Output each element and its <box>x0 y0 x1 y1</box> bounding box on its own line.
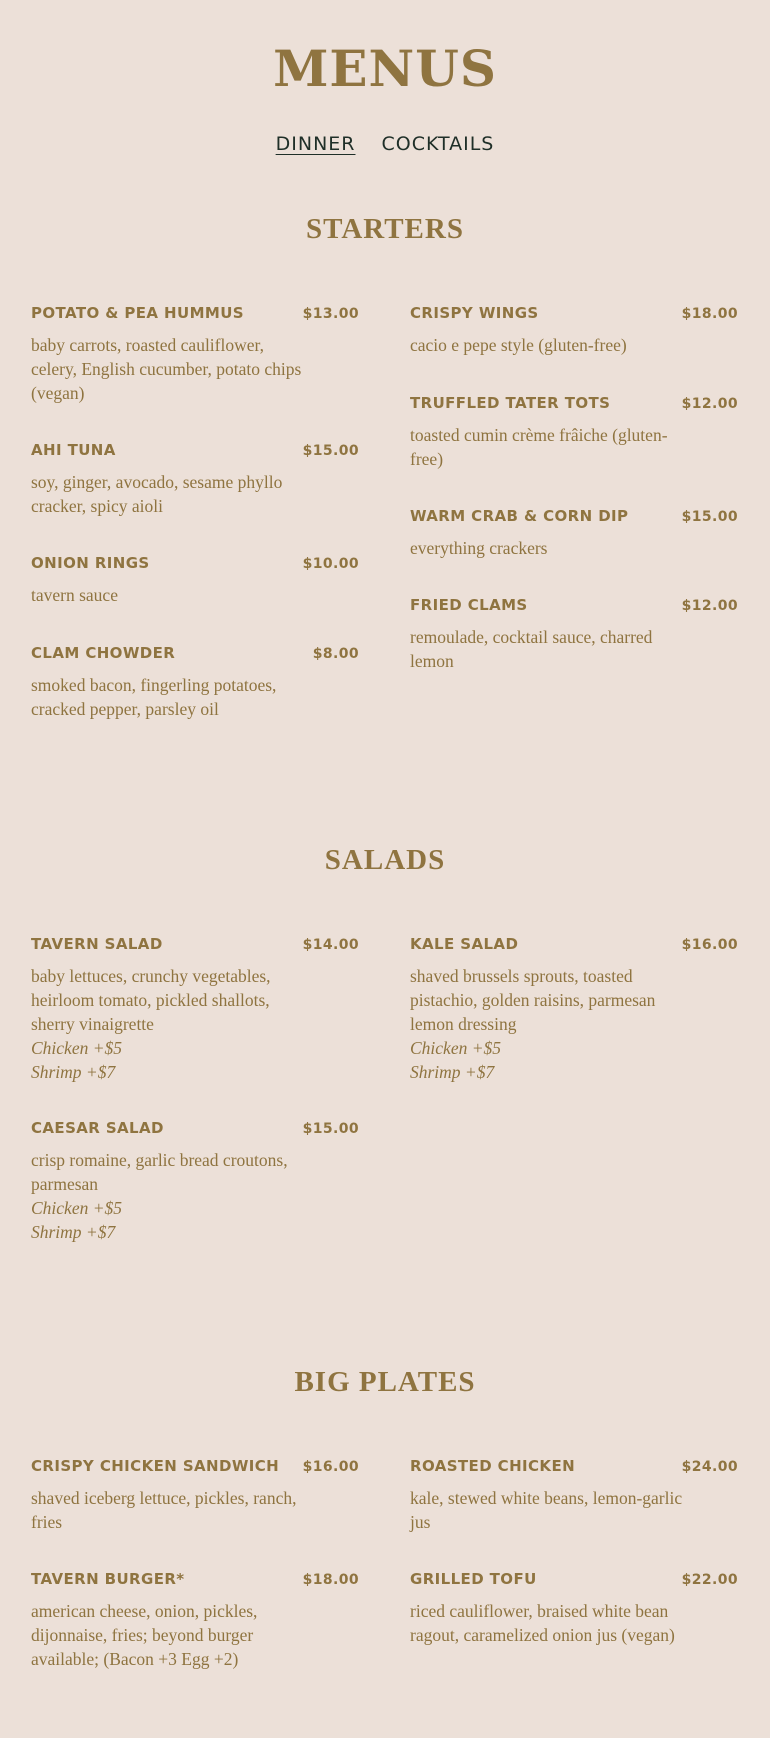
item-description: remoulade, cocktail sauce, charred lemon <box>410 627 653 671</box>
item-name: ONION RINGS <box>31 554 150 572</box>
item-name: ROASTED CHICKEN <box>410 1457 576 1475</box>
menu-item <box>410 933 738 1084</box>
item-description: shaved brussels sprouts, toasted pistachio, golden raisins, parmesan lemon dressing <box>410 966 656 1034</box>
page-title: MENUS <box>273 39 497 98</box>
item-addon: Shrimp +$7 <box>31 1062 116 1082</box>
section-title-big-plates: BIG PLATES <box>294 1366 476 1398</box>
item-addon: Chicken +$5 <box>410 1038 502 1058</box>
item-name: TRUFFLED TATER TOTS <box>410 394 611 412</box>
tab-cocktails[interactable]: COCKTAILS <box>381 133 495 155</box>
menu-item <box>410 505 738 560</box>
item-price: $18.00 <box>302 1572 359 1588</box>
item-price: $12.00 <box>681 396 738 412</box>
menu-item <box>31 302 359 405</box>
menu-item <box>31 1568 359 1671</box>
item-description: soy, ginger, avocado, sesame phyllo cracker, spicy aioli <box>31 472 283 516</box>
section-title-salads: SALADS <box>324 844 446 876</box>
item-name: CLAM CHOWDER <box>31 644 176 662</box>
menu-item <box>31 642 359 721</box>
item-description: kale, stewed white beans, lemon-garlic jus <box>410 1488 683 1532</box>
item-description: shaved iceberg lettuce, pickles, ranch, fries <box>31 1488 297 1532</box>
item-price: $12.00 <box>681 598 738 614</box>
item-name: AHI TUNA <box>31 441 116 459</box>
menu-item <box>31 933 359 1084</box>
item-description: tavern sauce <box>31 585 118 605</box>
menu-item <box>31 1117 359 1244</box>
item-price: $22.00 <box>681 1572 738 1588</box>
item-price: $8.00 <box>312 646 359 662</box>
item-description: cacio e pepe style (gluten-free) <box>410 335 627 355</box>
item-name: KALE SALAD <box>410 935 519 953</box>
item-name: CRISPY WINGS <box>410 304 539 322</box>
item-price: $16.00 <box>681 937 738 953</box>
item-name: FRIED CLAMS <box>410 596 528 614</box>
item-description: crisp romaine, garlic bread croutons, parmesan <box>31 1150 288 1194</box>
section-title-starters: STARTERS <box>306 213 464 245</box>
item-price: $18.00 <box>681 306 738 322</box>
menu-item <box>410 594 738 673</box>
item-description: baby lettuces, crunchy vegetables, heirloom tomato, pickled shallots, sherry vinaigrette <box>31 966 271 1034</box>
menu-item <box>410 1568 738 1647</box>
item-description: american cheese, onion, pickles, dijonnaise, fries; beyond burger available; (Bacon +3 Egg +2) <box>31 1601 258 1669</box>
item-description: riced cauliflower, braised white bean ragout, caramelized onion jus (vegan) <box>410 1601 675 1645</box>
item-name: CAESAR SALAD <box>31 1119 164 1137</box>
menu-item <box>410 1455 738 1534</box>
menu-item <box>410 302 738 357</box>
item-addon: Shrimp +$7 <box>410 1062 495 1082</box>
item-description: toasted cumin crème frâiche (gluten-free) <box>410 425 668 469</box>
item-description: everything crackers <box>410 538 548 558</box>
item-price: $14.00 <box>302 937 359 953</box>
item-name: GRILLED TOFU <box>410 1570 537 1588</box>
item-price: $10.00 <box>302 556 359 572</box>
item-description: baby carrots, roasted cauliflower, celery, English cucumber, potato chips (vegan) <box>31 335 302 403</box>
menu-item <box>410 392 738 471</box>
item-addon: Chicken +$5 <box>31 1038 123 1058</box>
menu-tabs <box>0 132 770 158</box>
item-description: smoked bacon, fingerling potatoes, cracked pepper, parsley oil <box>31 675 277 719</box>
item-name: TAVERN BURGER* <box>31 1570 185 1588</box>
item-price: $15.00 <box>302 443 359 459</box>
item-price: $24.00 <box>681 1459 738 1475</box>
menu-item <box>31 439 359 518</box>
tab-dinner[interactable]: DINNER <box>275 133 356 155</box>
item-addon: Shrimp +$7 <box>31 1222 116 1242</box>
item-name: WARM CRAB & CORN DIP <box>410 507 629 525</box>
item-name: CRISPY CHICKEN SANDWICH <box>31 1457 280 1475</box>
menu-item <box>31 1455 359 1534</box>
item-price: $15.00 <box>302 1121 359 1137</box>
item-addon: Chicken +$5 <box>31 1198 123 1218</box>
item-name: POTATO & PEA HUMMUS <box>31 304 245 322</box>
item-price: $13.00 <box>302 306 359 322</box>
item-name: TAVERN SALAD <box>31 935 163 953</box>
item-price: $15.00 <box>681 509 738 525</box>
item-price: $16.00 <box>302 1459 359 1475</box>
menu-item <box>31 552 359 607</box>
